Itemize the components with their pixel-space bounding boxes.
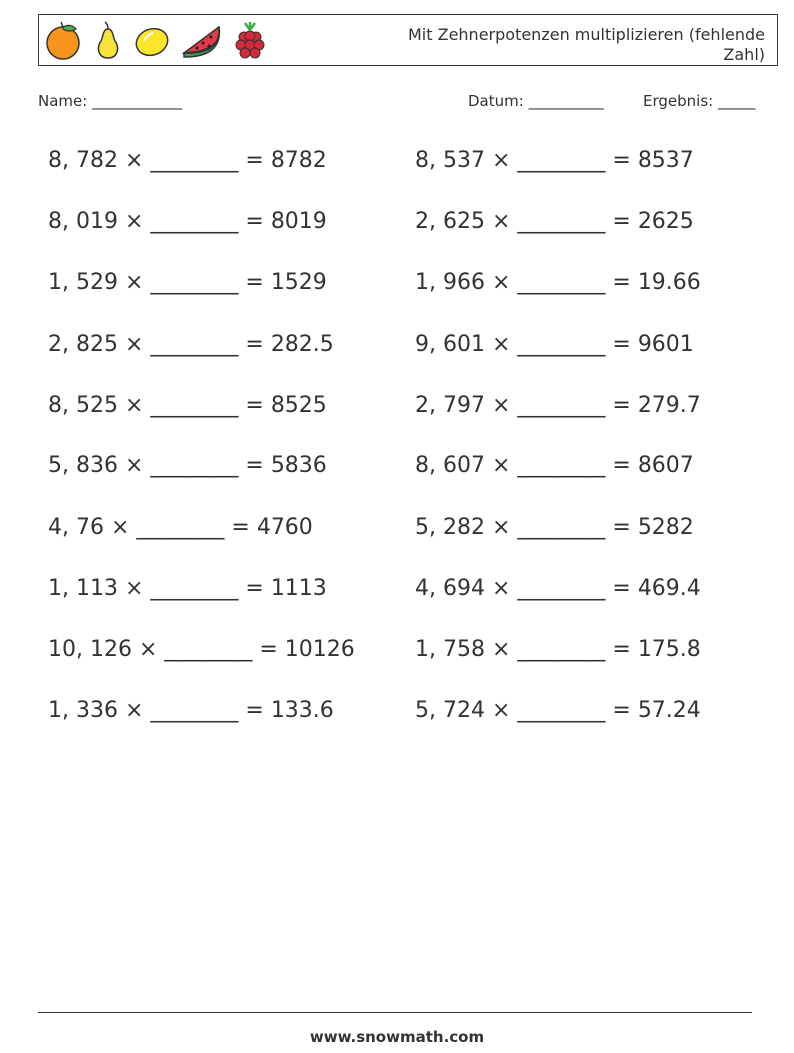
problem-17: 10, 126 × ________ = 10126 [48,637,355,662]
watermelon-icon [181,21,223,61]
name-field: Name: ____________ [38,92,183,110]
raspberry-icon [233,21,267,61]
problem-14: 5, 282 × ________ = 5282 [415,515,694,540]
fruit-icons [43,19,267,63]
orange-icon [43,21,83,61]
problem-7: 2, 825 × ________ = 282.5 [48,332,334,357]
problem-10: 2, 797 × ________ = 279.7 [415,393,701,418]
problem-11: 5, 836 × ________ = 5836 [48,453,327,478]
pear-icon [93,21,123,61]
problem-12: 8, 607 × ________ = 8607 [415,453,694,478]
score-field: Ergebnis: _____ [643,92,756,110]
problem-13: 4, 76 × ________ = 4760 [48,515,313,540]
problem-20: 5, 724 × ________ = 57.24 [415,698,701,723]
problem-3: 8, 019 × ________ = 8019 [48,209,327,234]
lemon-icon [133,21,171,61]
problem-15: 1, 113 × ________ = 1113 [48,576,327,601]
problem-4: 2, 625 × ________ = 2625 [415,209,694,234]
problem-2: 8, 537 × ________ = 8537 [415,148,694,173]
problem-6: 1, 966 × ________ = 19.66 [415,270,701,295]
problem-1: 8, 782 × ________ = 8782 [48,148,327,173]
problem-18: 1, 758 × ________ = 175.8 [415,637,701,662]
problem-9: 8, 525 × ________ = 8525 [48,393,327,418]
problem-16: 4, 694 × ________ = 469.4 [415,576,701,601]
problem-8: 9, 601 × ________ = 9601 [415,332,694,357]
date-field: Datum: __________ [468,92,604,110]
worksheet-header [38,14,778,66]
problem-19: 1, 336 × ________ = 133.6 [48,698,334,723]
footer-url[interactable]: www.snowmath.com [309,1028,485,1046]
footer-divider [38,1012,752,1013]
problem-5: 1, 529 × ________ = 1529 [48,270,327,295]
worksheet-title: Mit Zehnerpotenzen multiplizieren (fehlende Zahl) [408,25,765,64]
